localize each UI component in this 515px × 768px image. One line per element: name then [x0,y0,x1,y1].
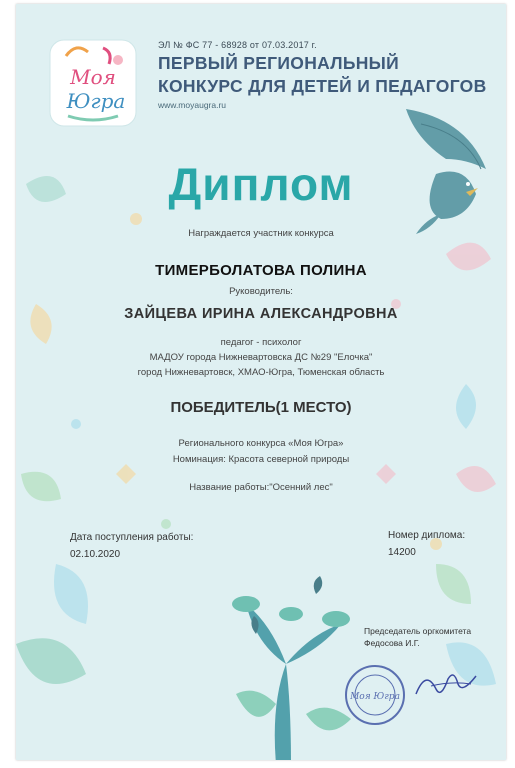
result-place: ПОБЕДИТЕЛЬ(1 МЕСТО) [170,399,352,416]
supervisor-label: Руководитель: [229,286,293,297]
contest-name: Регионального конкурса «Моя Югра» [178,438,344,449]
contest-title-line1: ПЕРВЫЙ РЕГИОНАЛЬНЫЙ [158,53,399,73]
chair-name: Федосова И.Г. [364,638,420,648]
diploma-sheet [16,4,506,760]
logo-text-line2: Югра [66,89,126,113]
diploma-number-label: Номер диплома: [388,530,466,541]
diploma-number-value: 14200 [388,547,416,558]
registration-number: ЭЛ № ФС 77 - 68928 от 07.03.2017 г. [158,40,317,50]
participant-name: ТИМЕРБОЛАТОВА ПОЛИНА [155,262,367,279]
chair-label: Председатель оргкомитета [364,626,472,636]
organization-stamp [344,664,406,726]
date-label: Дата поступления работы: [70,532,194,543]
moya-yugra-logo [48,38,138,128]
awarded-text: Награждается участник конкурса [188,228,334,239]
location: город Нижневартовск, ХМАО-Югра, Тюменская область [137,367,385,378]
supervisor-name: ЗАЙЦЕВА ИРИНА АЛЕКСАНДРОВНА [124,306,398,322]
diploma-title: Диплом [168,158,354,210]
organization: МАДОУ города Нижневартовска ДС №29 "Елочка" [149,352,373,363]
website: www.moyaugra.ru [158,100,227,110]
logo-text-line1: Моя [70,65,116,89]
chair-signature [411,664,481,704]
contest-title-line2: КОНКУРС ДЛЯ ДЕТЕЙ И ПЕДАГОГОВ [158,76,487,96]
work-title: Название работы:"Осенний лес" [189,482,333,493]
stamp-text: Моя Югра [350,692,400,702]
nomination: Номинация: Красота северной природы [172,454,350,465]
date-value: 02.10.2020 [70,549,121,560]
position: педагог - психолог [220,337,302,348]
